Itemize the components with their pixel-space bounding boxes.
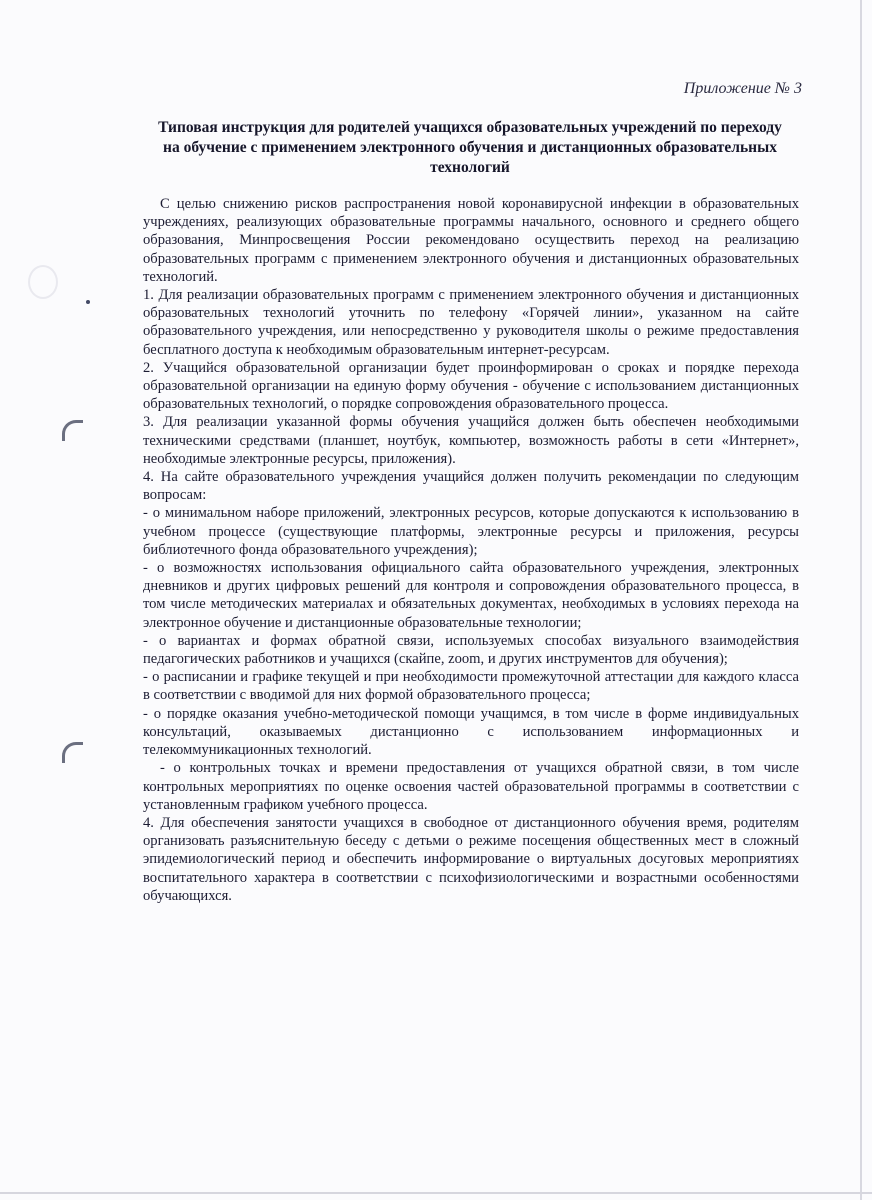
document-body bbox=[143, 195, 799, 905]
scan-speck bbox=[86, 300, 90, 304]
bullet-item: - о возможностях использования официального сайта образовательного учреждения, электронных дневников и других цифровых решений для контроля и сопровождения образовательного процесса, в том числе методических материалах и обязательных документах, необходимых в условиях перехода на электронное обучение и дистанционные образовательные технологии; bbox=[143, 560, 799, 631]
faint-stamp-mark bbox=[28, 265, 58, 299]
page-edge-right bbox=[860, 0, 862, 1200]
paragraph-item-3: 3. Для реализации указанной формы обучения учащийся должен быть обеспечен необходимыми техническими средствами (планшет, ноутбук, компьютер, возможность работы в сети «Интернет», необходимые электронные ресурсы, приложения). bbox=[143, 414, 799, 467]
paragraph-item-2: 2. Учащийся образовательной организации будет проинформирован о сроках и порядке перехода образовательной организации на единую форму обучения - обучение с использованием дистанционных образовательных технологий, о порядке сопровождения образовательного процесса. bbox=[143, 359, 799, 413]
bullet-item: - о вариантах и формах обратной связи, используемых способах визуального взаимодействия педагогических работников и учащихся (скайпе, zoom, и других инструментов для обучения); bbox=[143, 632, 799, 668]
page-edge-bottom bbox=[0, 1192, 872, 1194]
paragraph-item-1: 1. Для реализации образовательных программ с применением электронного обучения и дистанционных образовательных технологий уточнить по телефону «Горячей линии», указанном на сайте образовательного учреждения, или непосредственно у руководителя школы о режиме предоставления бесплатного доступа к необходимым образовательным интернет-ресурсам. bbox=[143, 287, 799, 358]
appendix-label: Приложение № 3 bbox=[683, 80, 802, 97]
bullet-item: - о порядке оказания учебно-методической помощи учащимся, в том числе в форме индивидуальных консультаций, оказываемых дистанционно с использованием информационных и телекоммуникационных технологий. bbox=[143, 705, 799, 759]
punch-hole-mark-bottom bbox=[62, 742, 83, 763]
intro-paragraph: С целью снижению рисков распространения новой коронавирусной инфекции в образовательных учреждениях, реализующих образовательные программы начального, основного и среднего общего образования, Минпросвещения России рекомендовано осуществить переход на реализацию образовательных программ с применением электронного обучения и дистанционных образовательных технологий. bbox=[143, 196, 799, 285]
bullet-item: - о контрольных точках и времени предоставления от учащихся обратной связи, в том числе контрольных мероприятиях по оценке освоения частей образовательной программы в соответствии с установленным графиком учебного процесса. bbox=[143, 760, 799, 813]
bullet-item: - о расписании и графике текущей и при необходимости промежуточной аттестации для каждого класса в соответствии с вводимой для них формой образовательного процесса; bbox=[143, 669, 799, 704]
bullet-item: - о минимальном наборе приложений, электронных ресурсов, которые допускаются к использованию в учебном процессе (существующие платформы, электронные ресурсы и приложения, ресурсы библиотечного фонда образовательного учреждения); bbox=[143, 505, 799, 558]
paragraph-item-4-second: 4. Для обеспечения занятости учащихся в свободное от дистанционного обучения время, родителям организовать разъяснительную беседу с детьми о режиме посещения общественных мест в сложный эпидемиологический период и обеспечить информирование о виртуальных досуговых мероприятиях воспитательного характера в соответствии с психофизиологическими и возрастными особенностями обучающихся. bbox=[143, 814, 799, 904]
paragraph-item-4: 4. На сайте образовательного учреждения учащийся должен получить рекомендации по следующим вопросам: bbox=[143, 469, 799, 504]
document-title: Типовая инструкция для родителей учащихся образовательных учреждений по переходу на обучение с применением электронного обучения и дистанционных образовательных технологий bbox=[158, 119, 782, 176]
punch-hole-mark-top bbox=[62, 420, 83, 441]
